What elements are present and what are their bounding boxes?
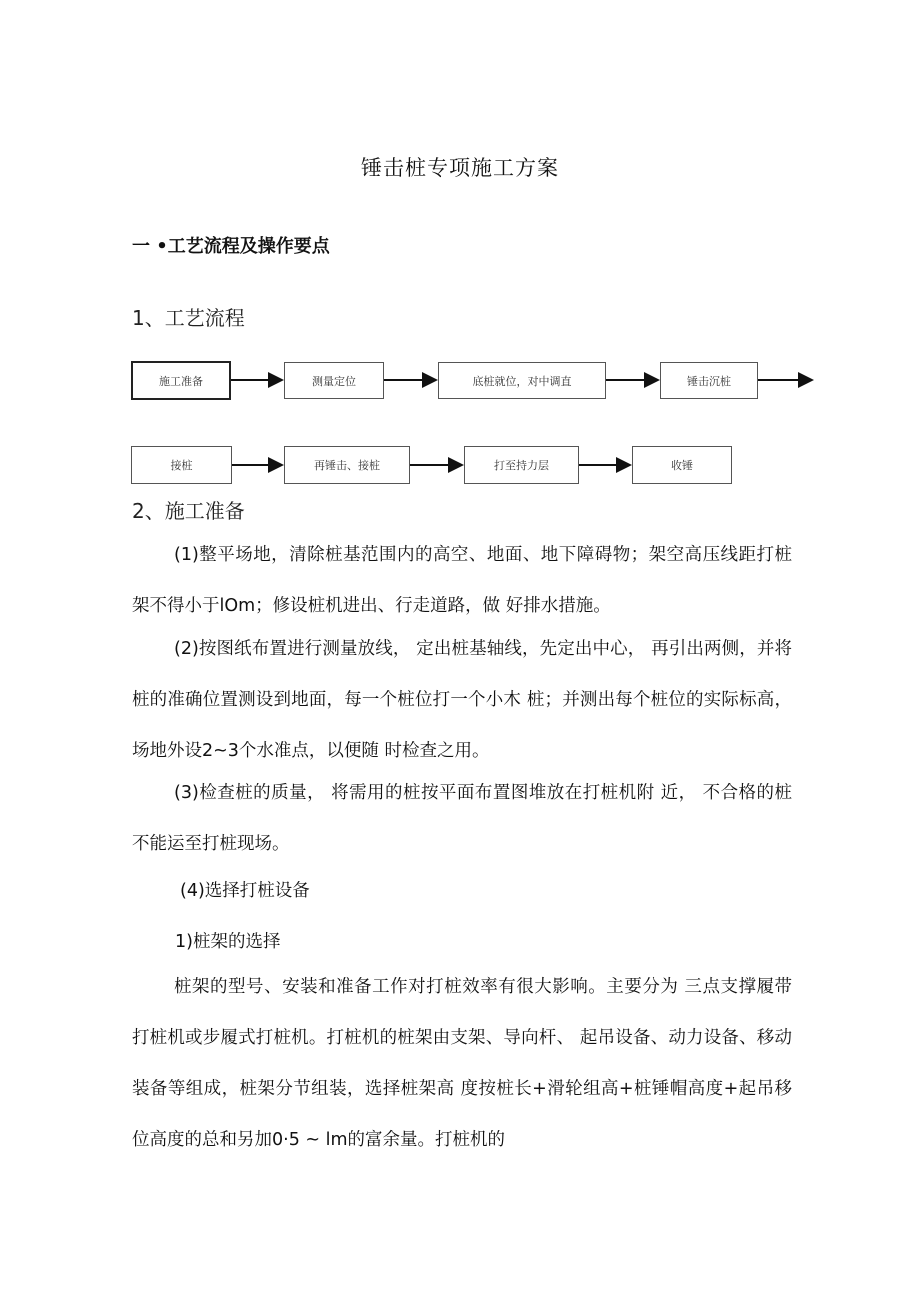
flow-step-8: 收锤 (632, 446, 732, 484)
flow-step-5: 接桩 (131, 446, 232, 484)
subheading-preparation: 2、施工准备 (132, 499, 245, 523)
section-heading-process: 一 •工艺流程及操作要点 (132, 236, 330, 257)
item-4-heading: (4)选择打桩设备 (180, 881, 310, 901)
subheading-process-flow: 1、工艺流程 (132, 306, 245, 330)
flow-step-4: 锤击沉桩 (660, 362, 758, 399)
paragraph-1: (1)整平场地，清除桩基范围内的高空、地面、地下障碍物；架空高压线距打桩架不得小于lOm；修设桩机进出、行走道路，做 好排水措施。 (132, 545, 792, 616)
flow-step-2: 测量定位 (284, 362, 384, 399)
page-title: 锤击桩专项施工方案 (361, 156, 559, 180)
flow-step-7: 打至持力层 (464, 446, 579, 484)
paragraph-pile-frame: 桩架的型号、安装和准备工作对打桩效率有很大影响。主要分为 三点支撑履带打桩机或步履式打桩机。打桩机的桩架由支架、导向杆、 起吊设备、动力设备、移动装备等组成，桩架分节组装，选择桩架高 度按桩长+滑轮组高+桩锤帽高度+起吊移位高度的总和另加0·5 ~ lm的富余量。打桩机的 (132, 977, 792, 1150)
flow-step-1: 施工准备 (131, 361, 231, 400)
flow-step-3: 底桩就位，对中调直 (438, 362, 606, 399)
flow-arrows (0, 0, 920, 500)
item-4-1-heading: 1)桩架的选择 (175, 932, 281, 952)
paragraph-3: (3)检查桩的质量， 将需用的桩按平面布置图堆放在打桩机附 近， 不合格的桩不能运至打桩现场。 (132, 783, 792, 854)
paragraph-2: (2)按图纸布置进行测量放线， 定出桩基轴线，先定出中心， 再引出两侧，并将桩的准确位置测设到地面，每一个桩位打一个小木 桩；并测出每个桩位的实际标高，场地外设2~3个水准点，以便随 时检查之用。 (132, 639, 792, 761)
flow-step-6: 再锤击、接桩 (284, 446, 410, 484)
